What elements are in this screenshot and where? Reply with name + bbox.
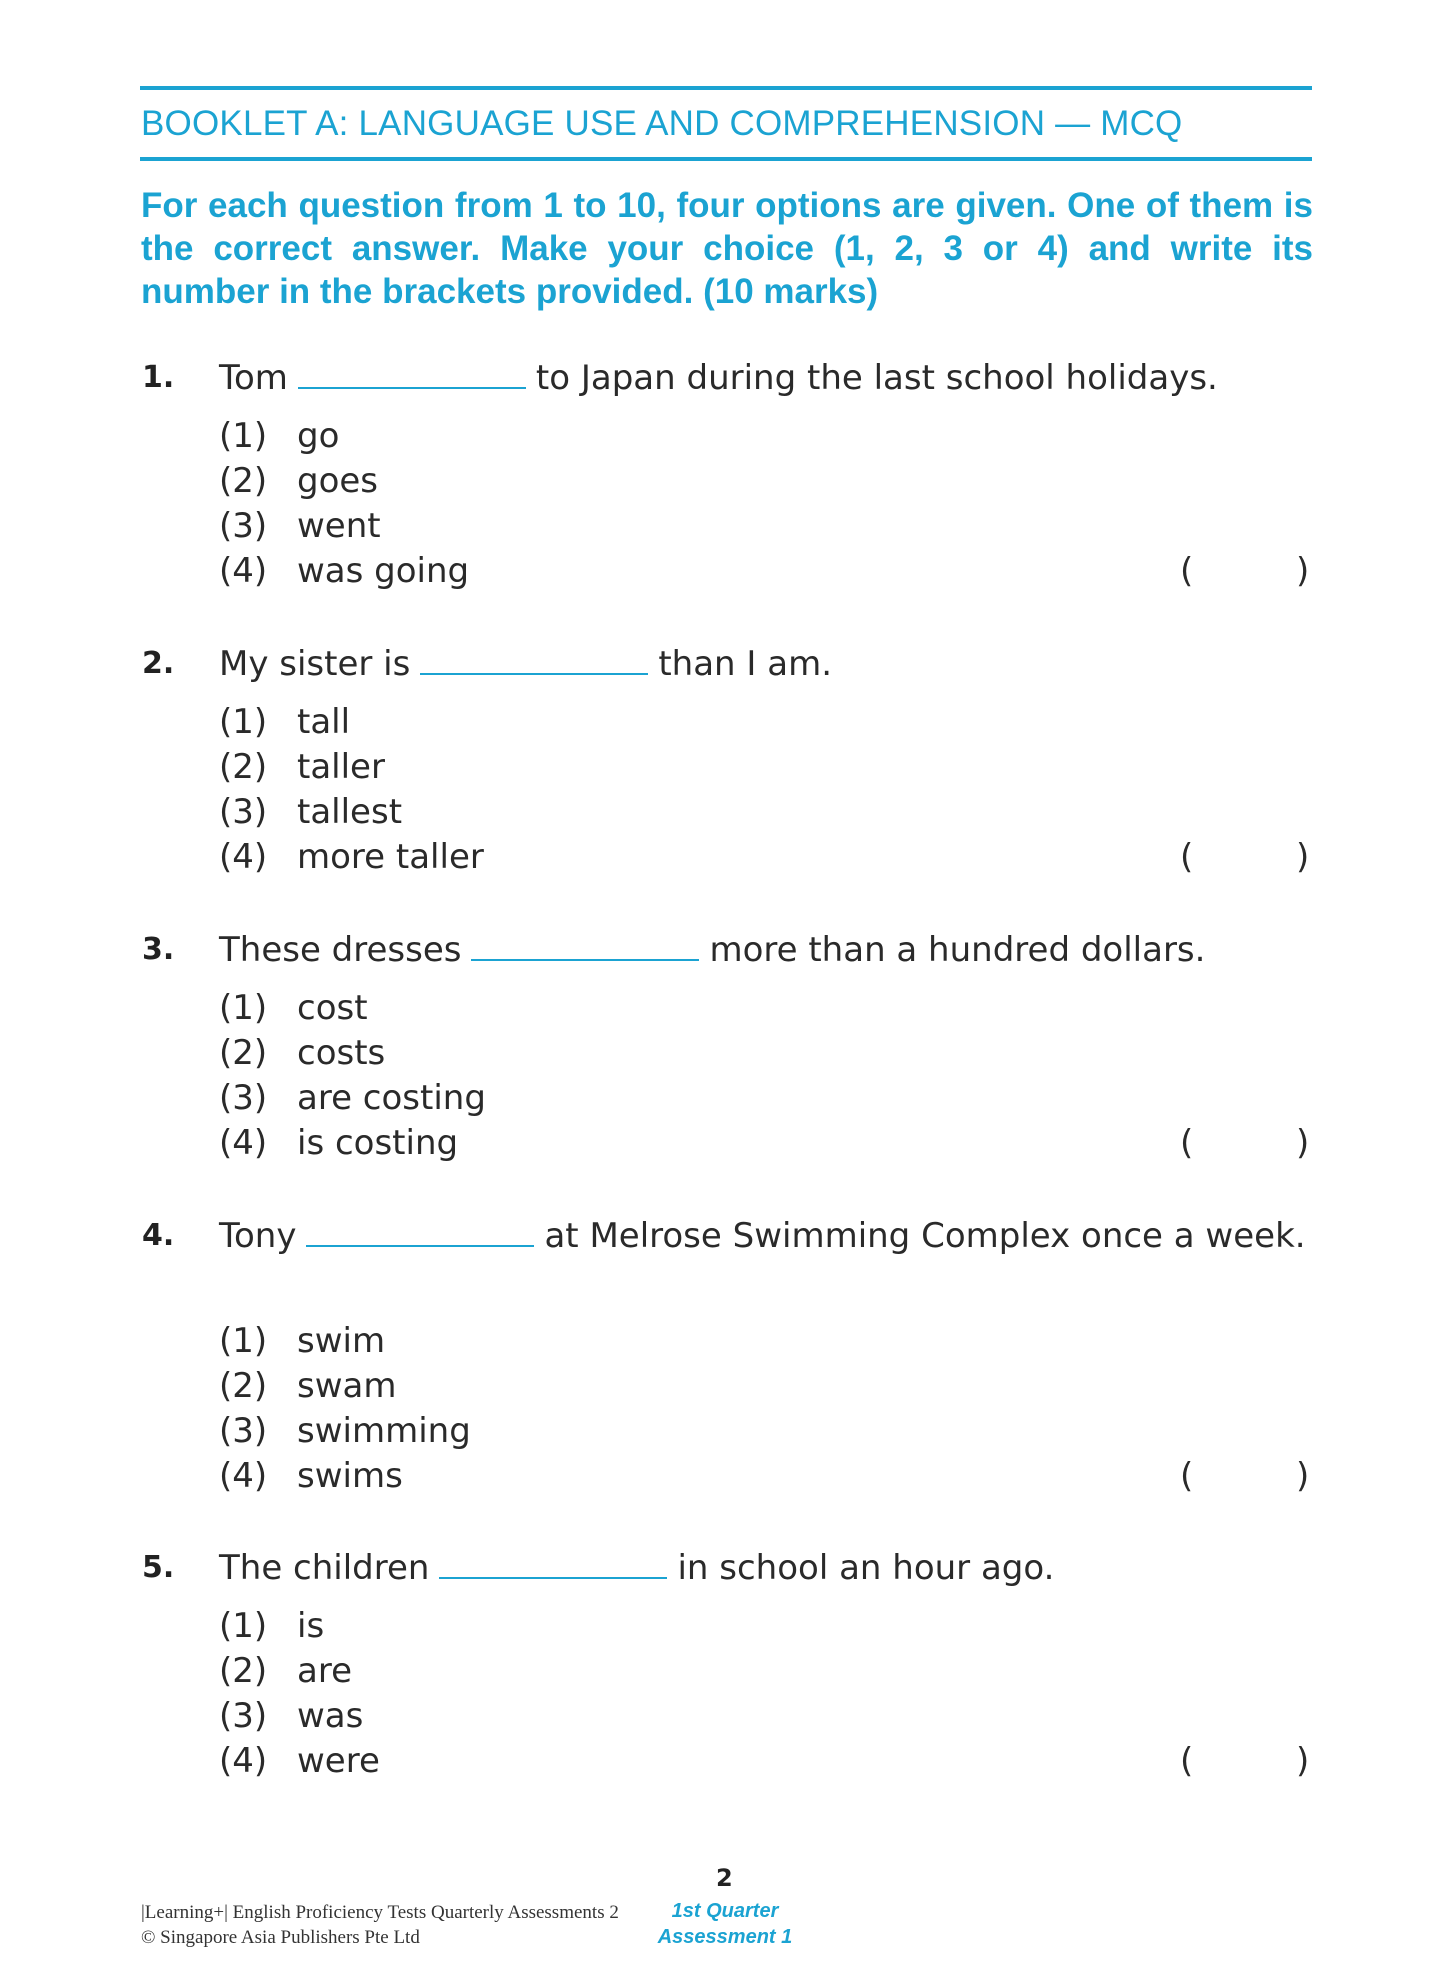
option-text: goes <box>297 461 379 501</box>
answer-bracket-close: ) <box>1296 1456 1310 1496</box>
question-text <box>219 1213 1312 1259</box>
answer-blank <box>471 929 699 961</box>
option-text: swimming <box>297 1411 471 1451</box>
option-text: costs <box>297 1033 386 1073</box>
option-text: go <box>297 416 340 456</box>
question-number: 4. <box>142 1218 175 1253</box>
option-item <box>219 1318 385 1364</box>
option-number: (3) <box>219 1411 268 1451</box>
question-text <box>219 1545 1312 1591</box>
assessment-label: Assessment 1 <box>657 1926 793 1948</box>
answer-slot[interactable] <box>1215 834 1285 880</box>
option-item <box>219 1738 380 1784</box>
option-text: swim <box>297 1321 386 1361</box>
option-item <box>219 1603 324 1649</box>
option-number: (2) <box>219 747 268 787</box>
question-text <box>219 355 1312 401</box>
answer-bracket-open: ( <box>1180 837 1194 877</box>
option-item <box>219 1453 403 1499</box>
answer-blank <box>439 1547 667 1579</box>
option-item <box>219 744 385 790</box>
option-number: (3) <box>219 506 268 546</box>
option-text: are <box>297 1651 352 1691</box>
copyright: © Singapore Asia Publishers Pte Ltd <box>141 1927 420 1948</box>
option-number: (4) <box>219 837 268 877</box>
option-number: (1) <box>219 702 268 742</box>
option-text: cost <box>297 988 368 1028</box>
option-item <box>219 789 402 835</box>
question-text-before: These dresses <box>219 930 462 970</box>
option-text: was <box>297 1696 364 1736</box>
answer-slot[interactable] <box>1215 1453 1285 1499</box>
option-number: (2) <box>219 461 268 501</box>
option-number: (1) <box>219 1321 268 1361</box>
option-text: tall <box>297 702 351 742</box>
question-text-after: more than a hundred dollars. <box>709 930 1206 970</box>
answer-bracket-open: ( <box>1180 1741 1194 1781</box>
option-text: was going <box>297 551 470 591</box>
option-item <box>219 1363 396 1409</box>
option-number: (2) <box>219 1651 268 1691</box>
question-text-before: Tom <box>219 358 288 398</box>
option-text: is costing <box>297 1123 459 1163</box>
option-item <box>219 834 484 880</box>
option-number: (3) <box>219 1696 268 1736</box>
option-item <box>219 1408 471 1454</box>
option-item <box>219 1120 458 1166</box>
section-title: BOOKLET A: LANGUAGE USE AND COMPREHENSION — MCQ <box>141 104 1183 143</box>
option-item <box>219 1693 363 1739</box>
answer-bracket-close: ) <box>1296 837 1310 877</box>
option-item <box>219 413 339 459</box>
option-number: (2) <box>219 1033 268 1073</box>
option-item <box>219 699 350 745</box>
option-item <box>219 1030 385 1076</box>
title-rule <box>140 157 1312 161</box>
option-item <box>219 1075 486 1121</box>
question-text <box>219 641 1312 687</box>
answer-bracket-open: ( <box>1180 551 1194 591</box>
option-text: more taller <box>297 837 484 877</box>
question-number: 2. <box>142 646 175 681</box>
option-number: (2) <box>219 1366 268 1406</box>
option-number: (4) <box>219 1741 268 1781</box>
option-item <box>219 458 378 504</box>
answer-bracket-close: ) <box>1296 551 1310 591</box>
question-text-before: Tony <box>219 1216 297 1256</box>
question-text-before: The children <box>219 1548 430 1588</box>
question-text-after: at Melrose Swimming Complex once a week. <box>544 1216 1306 1256</box>
answer-slot[interactable] <box>1215 1120 1285 1166</box>
option-number: (1) <box>219 416 268 456</box>
option-number: (4) <box>219 1456 268 1496</box>
question-number: 3. <box>142 932 175 967</box>
question-text <box>219 927 1312 973</box>
quarter-label: 1st Quarter <box>671 1900 779 1922</box>
option-number: (3) <box>219 792 268 832</box>
option-item <box>219 985 368 1031</box>
option-text: were <box>297 1741 380 1781</box>
option-number: (4) <box>219 1123 268 1163</box>
answer-slot[interactable] <box>1215 548 1285 594</box>
answer-blank <box>298 357 526 389</box>
question-text-after: to Japan during the last school holidays. <box>535 358 1218 398</box>
option-item <box>219 548 469 594</box>
question-number: 1. <box>142 360 175 395</box>
top-rule <box>140 86 1312 90</box>
option-text: went <box>297 506 381 546</box>
answer-bracket-open: ( <box>1180 1456 1194 1496</box>
option-number: (1) <box>219 988 268 1028</box>
option-item <box>219 503 381 549</box>
publisher-info <box>141 1900 619 1950</box>
page-number: 2 <box>716 1864 733 1892</box>
option-number: (4) <box>219 551 268 591</box>
question-text-after: in school an hour ago. <box>677 1548 1055 1588</box>
option-text: are costing <box>297 1078 486 1118</box>
answer-blank <box>420 643 648 675</box>
answer-blank <box>306 1215 534 1247</box>
answer-slot[interactable] <box>1215 1738 1285 1784</box>
answer-bracket-close: ) <box>1296 1123 1310 1163</box>
assessment-tag <box>650 1898 800 1950</box>
question-text-before: My sister is <box>219 644 411 684</box>
option-text: is <box>297 1606 325 1646</box>
option-number: (1) <box>219 1606 268 1646</box>
question-text-after: than I am. <box>658 644 833 684</box>
answer-bracket-open: ( <box>1180 1123 1194 1163</box>
question-number: 5. <box>142 1550 175 1585</box>
option-text: tallest <box>297 792 403 832</box>
option-text: swam <box>297 1366 397 1406</box>
option-text: swims <box>297 1456 403 1496</box>
book-title: |Learning+| English Proficiency Tests Quarterly Assessments 2 <box>141 1902 619 1923</box>
instructions: For each question from 1 to 10, four options are given. One of them is the correct answer. Make your choice (1, 2, 3 or 4) and write its number in the brackets provided. (10 marks) <box>141 186 1313 311</box>
option-number: (3) <box>219 1078 268 1118</box>
answer-bracket-close: ) <box>1296 1741 1310 1781</box>
option-text: taller <box>297 747 385 787</box>
option-item <box>219 1648 352 1694</box>
